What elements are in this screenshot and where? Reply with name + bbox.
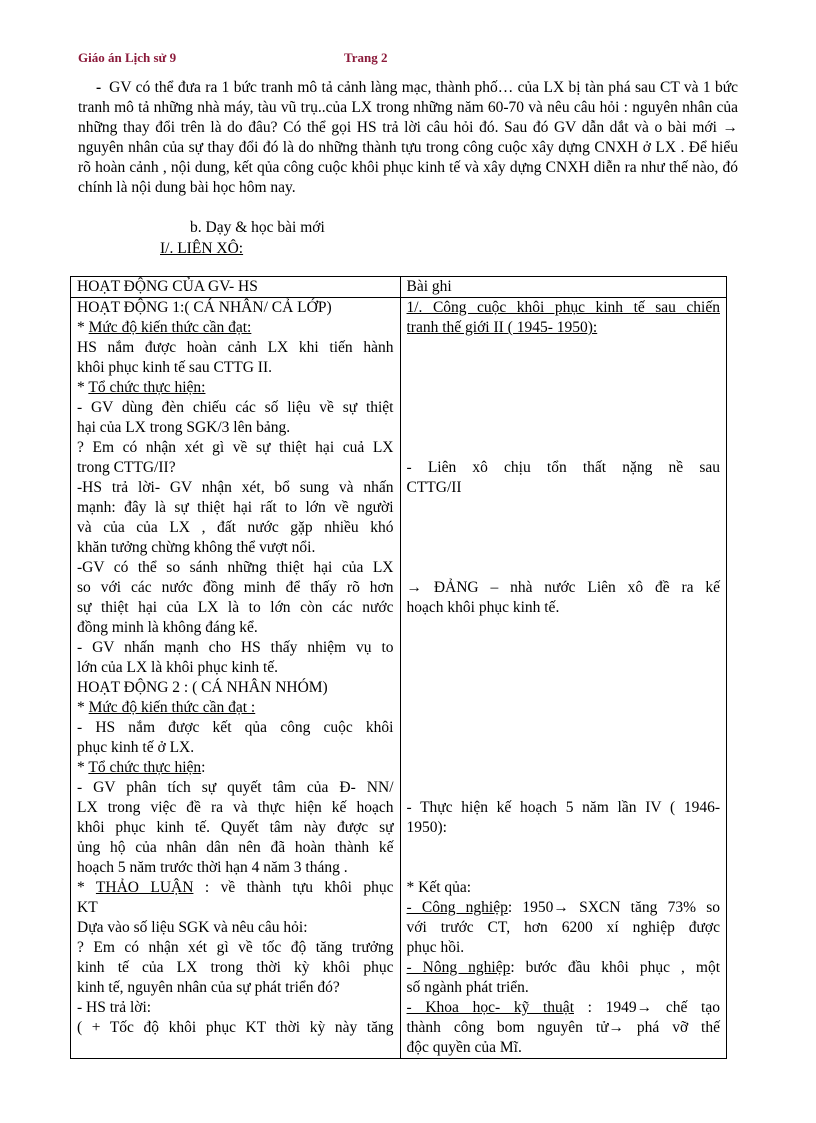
intro-text: GV có thể đưa ra 1 bức tranh mô tả cảnh làng mạc, thành phố… của LX bị tàn phá sau CT và 1 bức tranh mô tả những nhà máy, tàu vũ trụ..của LX trong những năm 60-70 và nêu câu hỏi : nguyên nhân của những thay đổi trên là do đâu? Có thể gọi HS trả lời câu hỏi đó. Sau đó GV dẫn dắt và o bài mới → nguyên nhân của sự thay đổi đó là do những thành tựu trong công cuộc xây dựng CNXH ở LX . Để hiểu rõ hoàn cảnh , nội dung, kết qủa công cuộc khôi phục kinh tế và xây dựng CNXH diễn ra như thế nào, đó chính là nội dung bài học hôm nay. bbox=[78, 79, 738, 196]
text-line: - GV dùng đèn chiếu các số liệu về sự thiệt bbox=[77, 399, 394, 416]
section-1-heading-cont: tranh thế giới II ( 1945- 1950): bbox=[406, 319, 598, 336]
section-b-heading: b. Dạy & học bài mới bbox=[190, 219, 325, 236]
note-line: độc quyền của Mĩ. bbox=[406, 1039, 522, 1056]
text-line: hại của LX trong SGK/3 lên bảng. bbox=[77, 419, 291, 436]
text-line: LX trong việc đề ra và thực hiện kế hoạch bbox=[77, 799, 394, 816]
text-line: - GV phân tích sự quyết tâm của Đ- NN/ bbox=[77, 779, 394, 796]
text-line: và của của LX , đất nước gặp nhiều khó bbox=[77, 519, 394, 536]
intro-paragraph bbox=[78, 78, 738, 198]
organization-2: * Tổ chức thực hiện: bbox=[77, 759, 206, 776]
note-line: với trước CT, hơn 6200 xí nghiệp được bbox=[406, 919, 720, 936]
text-line: phục kinh tế ở LX. bbox=[77, 739, 195, 756]
note-line: - Công nghiệp: 1950→ SXCN tăng 73% so bbox=[406, 899, 720, 916]
text-line: - GV nhấn mạnh cho HS thấy nhiệm vụ to bbox=[77, 639, 394, 656]
text-line: khôi phục kinh tế. Quyết tâm này được sự bbox=[77, 819, 394, 836]
lesson-table bbox=[70, 276, 727, 1059]
discussion-line: * THẢO LUẬN : về thành tựu khôi phục bbox=[77, 879, 394, 896]
text-line: KT bbox=[77, 899, 98, 916]
text-line: hoạch 5 năm trước thời hạn 4 năm 3 tháng . bbox=[77, 859, 348, 876]
knowledge-level-2: * Mức độ kiến thức cần đạt : bbox=[77, 699, 256, 716]
text-line: đồng minh là không đáng kể. bbox=[77, 619, 258, 636]
note-line: - Khoa học- kỹ thuật : 1949→ chế tạo bbox=[406, 999, 720, 1016]
knowledge-level-1: * Mức độ kiến thức cần đạt: bbox=[77, 319, 252, 336]
note-line: thành công bom nguyên tử→ phá vỡ thế bbox=[406, 1019, 720, 1036]
note-line: số ngành phát triển. bbox=[406, 979, 529, 996]
note-line: - Nông nghiệp: bước đầu khôi phục , một bbox=[406, 959, 720, 976]
text-line: trong CTTG/II? bbox=[77, 459, 176, 476]
section-1-heading: 1/. Công cuộc khôi phục kinh tế sau chiến bbox=[406, 299, 720, 316]
table-body-row bbox=[71, 298, 727, 1059]
notes-column bbox=[400, 298, 727, 1059]
note-line: → ĐẢNG – nhà nước Liên xô đề ra kế bbox=[406, 579, 720, 596]
text-line: - HS trả lời: bbox=[77, 999, 152, 1016]
text-line: Dựa vào số liệu SGK và nêu câu hỏi: bbox=[77, 919, 308, 936]
text-line: khôi phục kinh tế sau CTTG II. bbox=[77, 359, 273, 376]
page-number: Trang 2 bbox=[344, 50, 388, 65]
text-line: ( + Tốc độ khôi phục KT thời kỳ này tăng bbox=[77, 1019, 394, 1036]
text-line: HS nắm được hoàn cảnh LX khi tiến hành bbox=[77, 339, 394, 356]
text-line: ? Em có nhận xét gì về sự thiệt hại cuả LX bbox=[77, 439, 394, 456]
note-line: - Liên xô chịu tổn thất nặng nề sau bbox=[406, 459, 720, 476]
text-line: kinh tế của LX trong thời kỳ khôi phục bbox=[77, 959, 394, 976]
text-line: so với các nước đồng minh để thấy rõ hơn bbox=[77, 579, 394, 596]
activity-1-title: HOẠT ĐỘNG 1:( CÁ NHÂN/ CẢ LỚP) bbox=[77, 299, 332, 316]
note-line: 1950): bbox=[406, 819, 447, 836]
activity-2-title: HOẠT ĐỘNG 2 : ( CÁ NHÂN NHÓM) bbox=[77, 679, 328, 696]
text-line: ủng hộ của nhân dân nên đã hoàn thành kế bbox=[77, 839, 394, 856]
results-label: * Kết qủa: bbox=[406, 879, 472, 896]
text-line: -HS trả lời- GV nhận xét, bổ sung và nhấn bbox=[77, 479, 394, 496]
note-line: hoạch khôi phục kinh tế. bbox=[406, 599, 560, 616]
text-line: khăn tưởng chừng không thể vượt nổi. bbox=[77, 539, 316, 556]
text-line: -GV có thể so sánh những thiệt hại của LX bbox=[77, 559, 394, 576]
text-line: sự thiệt hại của LX là to lớn còn các nước bbox=[77, 599, 394, 616]
header-activities: HOẠT ĐỘNG CỦA GV- HS bbox=[71, 277, 401, 298]
text-line: lớn của LX là khôi phục kinh tế. bbox=[77, 659, 279, 676]
organization-1: * Tổ chức thực hiện: bbox=[77, 379, 206, 396]
text-line: - HS nắm được kết qủa công cuộc khôi bbox=[77, 719, 394, 736]
bullet-dash: - bbox=[96, 79, 102, 96]
note-line: CTTG/II bbox=[406, 479, 462, 496]
note-line: phục hồi. bbox=[406, 939, 465, 956]
activities-column bbox=[71, 298, 401, 1059]
section-lienxo-heading: I/. LIÊN XÔ: bbox=[160, 240, 244, 257]
text-line: ? Em có nhận xét gì về tốc độ tăng trưởng bbox=[77, 939, 394, 956]
page-header bbox=[78, 50, 738, 68]
note-line: - Thực hiện kế hoạch 5 năm lần IV ( 1946- bbox=[406, 799, 720, 816]
text-line: mạnh: đây là sự thiệt hại rất to lớn về người bbox=[77, 499, 394, 516]
document-title: Giáo án Lịch sử 9 bbox=[78, 50, 177, 65]
header-notes: Bài ghi bbox=[400, 277, 727, 298]
text-line: kinh tế, nguyên nhân của sự phát triển đó? bbox=[77, 979, 340, 996]
table-header-row bbox=[71, 277, 727, 298]
intro-section bbox=[78, 78, 738, 198]
